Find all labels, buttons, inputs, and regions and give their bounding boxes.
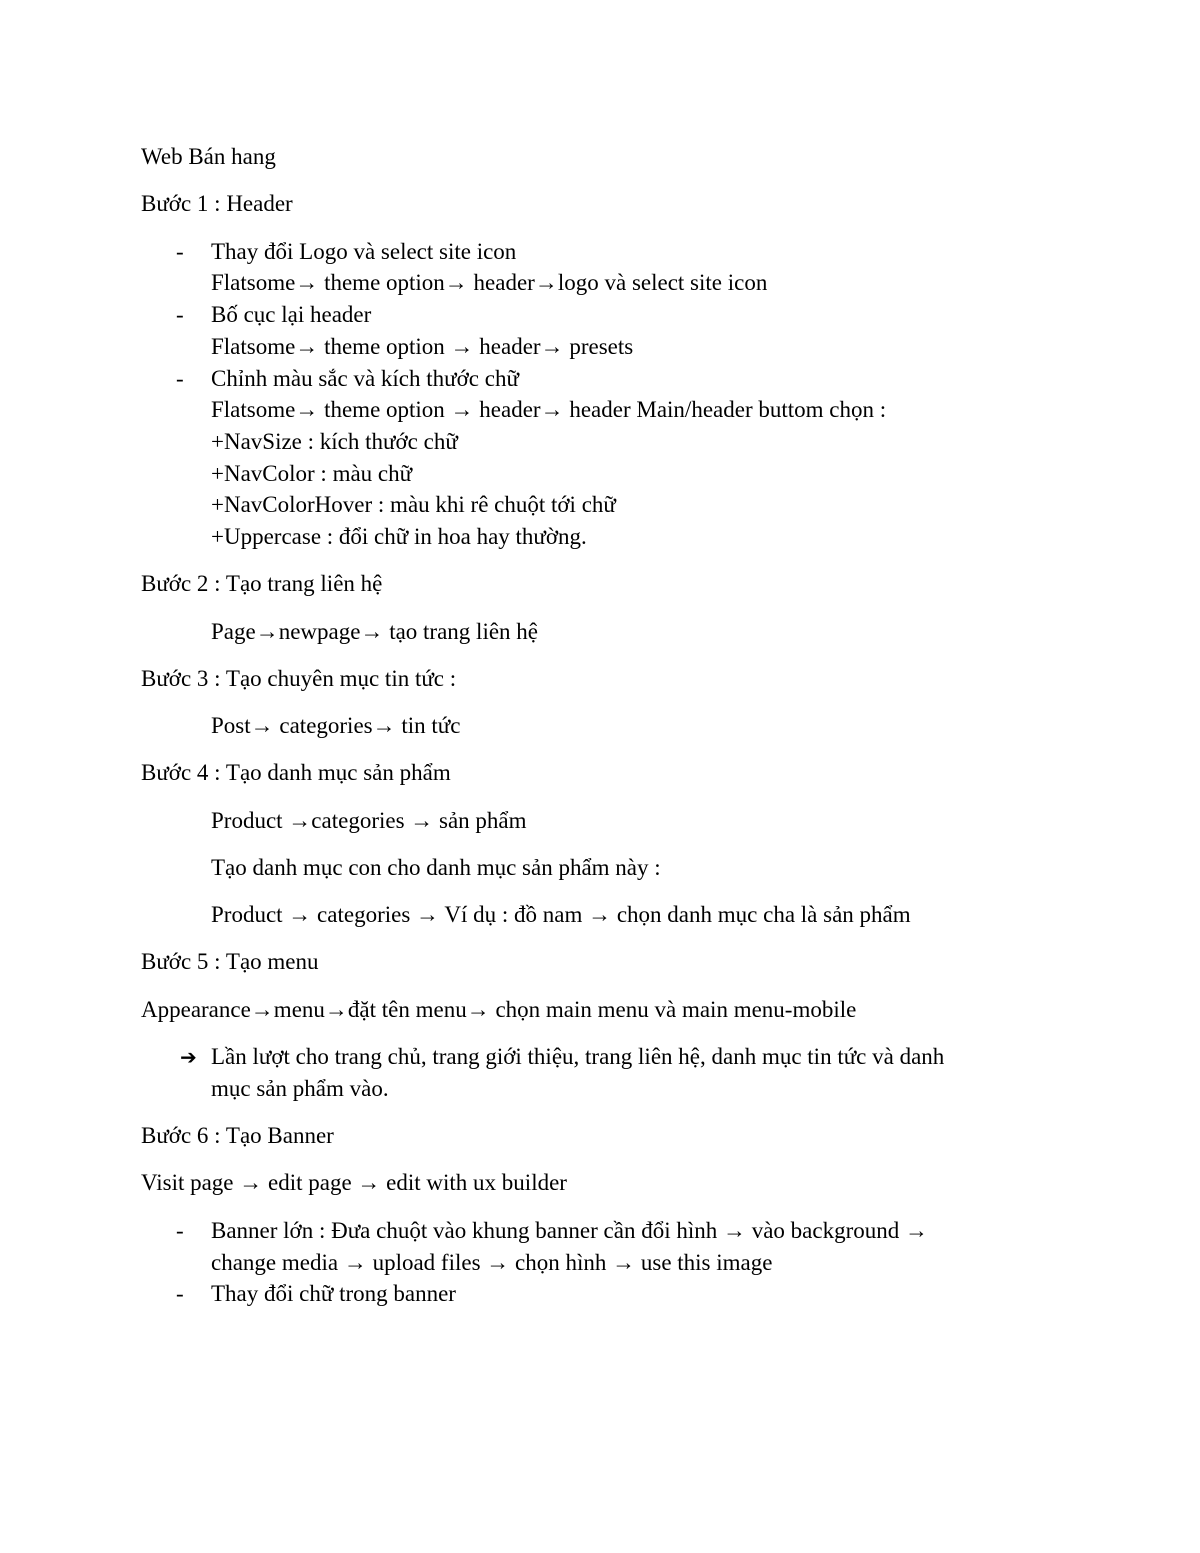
step3-path: Post→ categories→ tin tức [211, 713, 461, 738]
arrow-bullet-icon: ➔ [180, 1045, 197, 1069]
step2-heading: Bước 2 : Tạo trang liên hệ [141, 571, 383, 596]
step2-path: Page→newpage→ tạo trang liên hệ [211, 619, 538, 644]
step5-heading: Bước 5 : Tạo menu [141, 949, 319, 974]
step1-heading: Bước 1 : Header [141, 191, 293, 216]
step1-option-navcolor: +NavColor : màu chữ [211, 461, 413, 486]
step6-item1-line1: Banner lớn : Đưa chuột vào khung banner cần đổi hình → vào background → [211, 1218, 929, 1243]
step6-item2-bullet: - [176, 1281, 184, 1306]
step6-path: Visit page → edit page → edit with ux builder [141, 1170, 567, 1195]
step6-heading: Bước 6 : Tạo Banner [141, 1123, 334, 1148]
step6-item1-bullet: - [176, 1218, 184, 1243]
step6-item1-line2: change media → upload files → chọn hình → use this image [211, 1250, 773, 1275]
step4-path: Product →categories → sản phẩm [211, 808, 527, 833]
step1-item2-path: Flatsome→ theme option → header→ presets [211, 334, 634, 359]
step1-item3-title: Chỉnh màu sắc và kích thước chữ [211, 366, 519, 391]
document-title: Web Bán hang [141, 144, 276, 169]
step1-item2-title: Bố cục lại header [211, 302, 372, 327]
step5-path: Appearance→menu→đặt tên menu→ chọn main menu và main menu-mobile [141, 997, 857, 1022]
step1-item1-path: Flatsome→ theme option→ header→logo và select site icon [211, 270, 768, 295]
step1-item1-title: Thay đổi Logo và select site icon [211, 239, 517, 264]
step4-sub-path: Product → categories → Ví dụ : đồ nam → chọn danh mục cha là sản phẩm [211, 902, 911, 927]
step1-option-uppercase: +Uppercase : đổi chữ in hoa hay thường. [211, 524, 587, 549]
step5-note-line2: mục sản phẩm vào. [211, 1076, 389, 1101]
step1-item3-path: Flatsome→ theme option → header→ header Main/header buttom chọn : [211, 397, 887, 422]
step5-note-line1: Lần lượt cho trang chủ, trang giới thiệu, trang liên hệ, danh mục tin tức và danh [211, 1044, 945, 1069]
step4-sub-heading: Tạo danh mục con cho danh mục sản phẩm này : [211, 855, 661, 880]
step1-item2-bullet: - [176, 302, 184, 327]
step1-option-navsize: +NavSize : kích thước chữ [211, 429, 458, 454]
step6-item2-line1: Thay đổi chữ trong banner [211, 1281, 456, 1306]
step1-option-navcolorhover: +NavColorHover : màu khi rê chuột tới chữ [211, 492, 616, 517]
step3-heading: Bước 3 : Tạo chuyên mục tin tức : [141, 666, 457, 691]
step4-heading: Bước 4 : Tạo danh mục sản phẩm [141, 760, 451, 785]
step1-item1-bullet: - [176, 239, 184, 264]
step1-item3-bullet: - [176, 366, 184, 391]
